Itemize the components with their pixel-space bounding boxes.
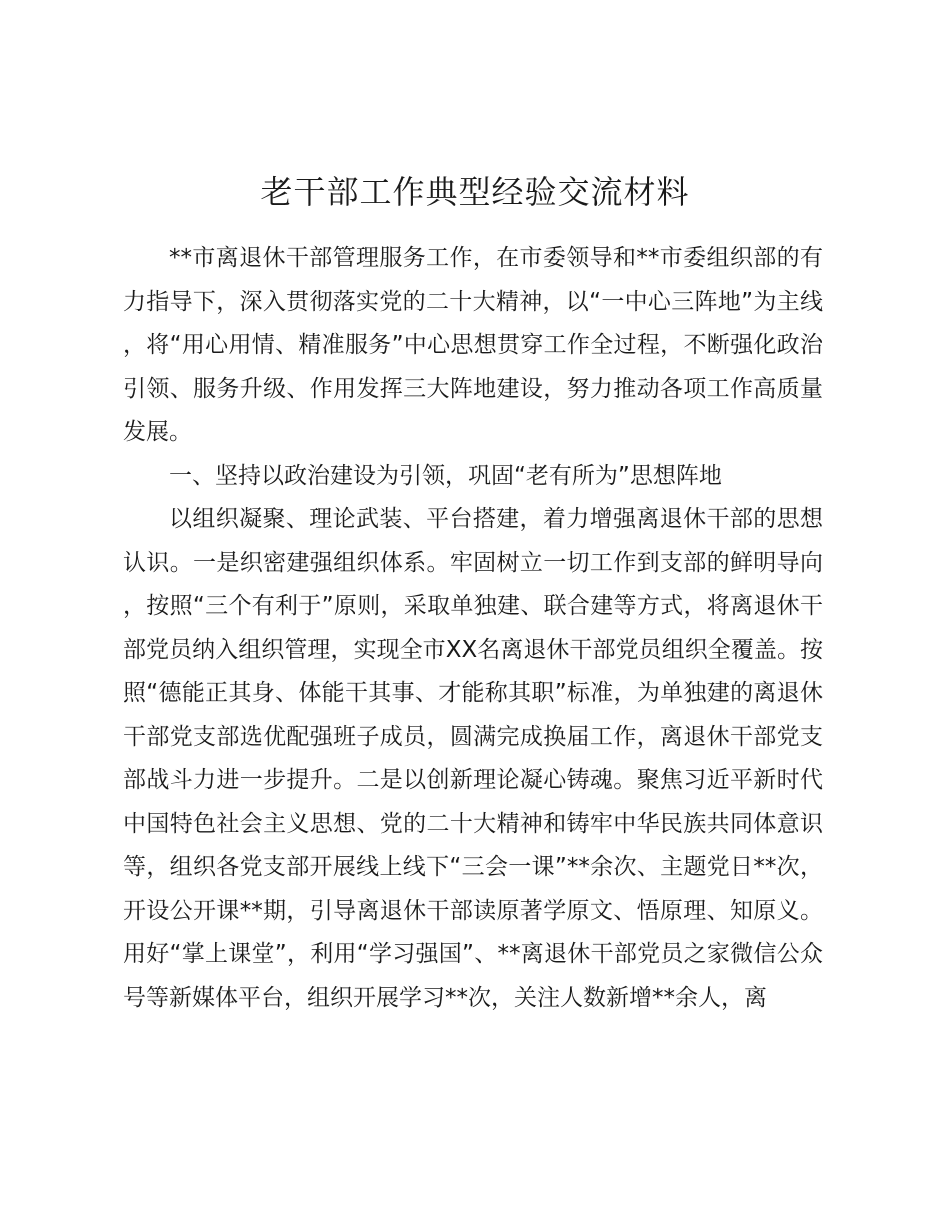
section-paragraph: 以组织凝聚、理论武装、平台搭建，着力增强离退休干部的思想认识。一是织密建强组织体系。牢固树立一切工作到支部的鲜明导向，按照“三个有利于”原则，采取单独建、联合建等方式，将离退休干部党员纳入组织管理，实现全市XX名离退休干部党员组织全覆盖。按照“德能正其身、体能干其事、才能称其职”标准，为单独建的离退休干部党支部选优配强班子成员，圆满完成换届工作，离退休干部党支部战斗力进一步提升。二是以创新理论凝心铸魂。聚焦习近平新时代中国特色社会主义思想、党的二十大精神和铸牢中华民族共同体意识等，组织各党支部开展线上线下“三会一课”**余次、主题党日**次，开设公开课**期，引导离退休干部读原著学原文、悟原理、知原义。用好“掌上课堂”，利用“学习强国”、**离退休干部党员之家微信公众号等新媒体平台，组织开展学习**次，关注人数新增**余人，离 xyxy=(123,506,823,1011)
document-body xyxy=(123,237,823,1020)
intro-paragraph: **市离退休干部管理服务工作，在市委领导和**市委组织部的有力指导下，深入贯彻落实党的二十大精神，以“一中心三阵地”为主线，将“用心用情、精准服务”中心思想贯穿工作全过程，不断强化政治引领、服务升级、作用发挥三大阵地建设，努力推动各项工作高质量发展。 xyxy=(123,245,823,445)
document-title: 老干部工作典型经验交流材料 xyxy=(260,173,690,211)
section-heading: 一、坚持以政治建设为引领，巩固“老有所为”思想阵地 xyxy=(169,462,722,489)
